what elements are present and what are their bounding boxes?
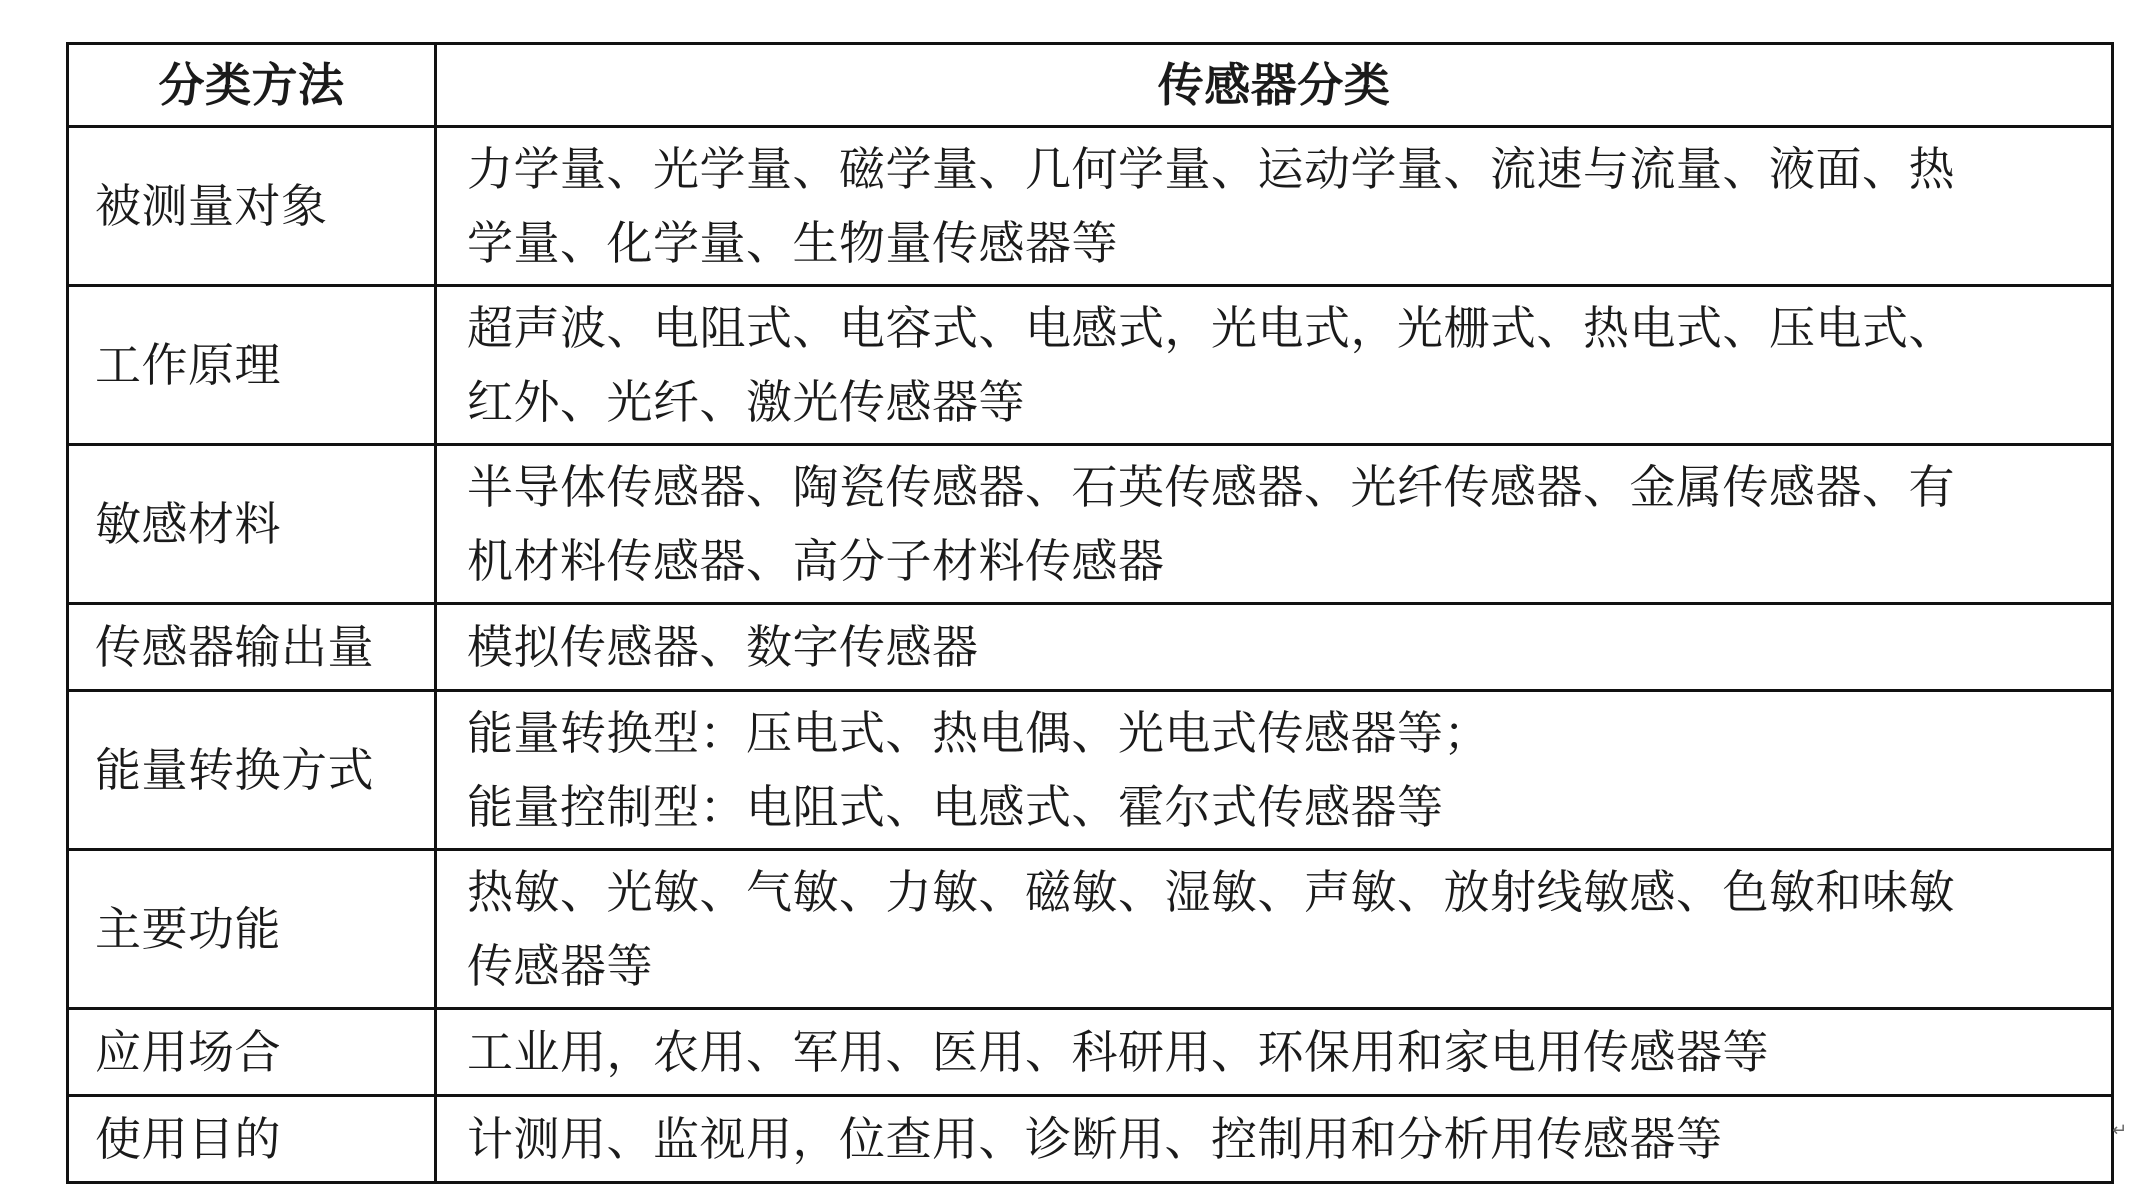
- description-line: 学量、化学量、生物量传感器等: [467, 216, 1118, 270]
- description-line: 力学量、光学量、磁学量、几何学量、运动学量、流速与流量、液面、热: [467, 142, 1955, 196]
- table-header-row: [68, 44, 2113, 127]
- table-row: [68, 127, 2113, 286]
- description-line: 模拟传感器、数字传感器: [467, 620, 979, 674]
- row-method: 敏感材料: [68, 445, 436, 604]
- row-description: [436, 1096, 2113, 1183]
- table-row: [68, 604, 2113, 691]
- row-description: [436, 286, 2113, 445]
- description-line: 能量转换型：压电式、热电偶、光电式传感器等；: [467, 706, 1490, 760]
- row-description: [436, 445, 2113, 604]
- sensor-classification-table-wrap: [66, 42, 2114, 1184]
- description-line: 半导体传感器、陶瓷传感器、石英传感器、光纤传感器、金属传感器、有: [467, 460, 1955, 514]
- description-line: 能量控制型：电阻式、电感式、霍尔式传感器等: [467, 780, 1444, 834]
- row-description: [436, 127, 2113, 286]
- table-row: [68, 445, 2113, 604]
- table-row: [68, 850, 2113, 1009]
- sensor-classification-table: [66, 42, 2114, 1184]
- description-line: 热敏、光敏、气敏、力敏、磁敏、湿敏、声敏、放射线敏感、色敏和味敏: [467, 865, 1955, 919]
- row-method: 工作原理: [68, 286, 436, 445]
- row-description: [436, 1009, 2113, 1096]
- row-method: 被测量对象: [68, 127, 436, 286]
- table-row: [68, 286, 2113, 445]
- table-row: [68, 1009, 2113, 1096]
- row-description: [436, 691, 2113, 850]
- description-line: 红外、光纤、激光传感器等: [467, 375, 1025, 429]
- row-method: 传感器输出量: [68, 604, 436, 691]
- row-description: [436, 604, 2113, 691]
- description-line: 超声波、电阻式、电容式、电感式，光电式，光栅式、热电式、压电式、: [467, 301, 1955, 355]
- description-line: 传感器等: [467, 939, 653, 993]
- description-line: 工业用，农用、军用、医用、科研用、环保用和家电用传感器等: [467, 1025, 1769, 1079]
- row-method: 应用场合: [68, 1009, 436, 1096]
- row-method: 能量转换方式: [68, 691, 436, 850]
- description-line: 机材料传感器、高分子材料传感器: [467, 534, 1165, 588]
- header-classification: 传感器分类: [436, 44, 2113, 127]
- row-method: 使用目的: [68, 1096, 436, 1183]
- table-row: [68, 1096, 2113, 1183]
- header-method: 分类方法: [68, 44, 436, 127]
- description-line: 计测用、监视用，位查用、诊断用、控制用和分析用传感器等: [467, 1112, 1723, 1166]
- paragraph-mark-icon: ↵: [2112, 1120, 2128, 1141]
- table-row: [68, 691, 2113, 850]
- row-description: [436, 850, 2113, 1009]
- row-method: 主要功能: [68, 850, 436, 1009]
